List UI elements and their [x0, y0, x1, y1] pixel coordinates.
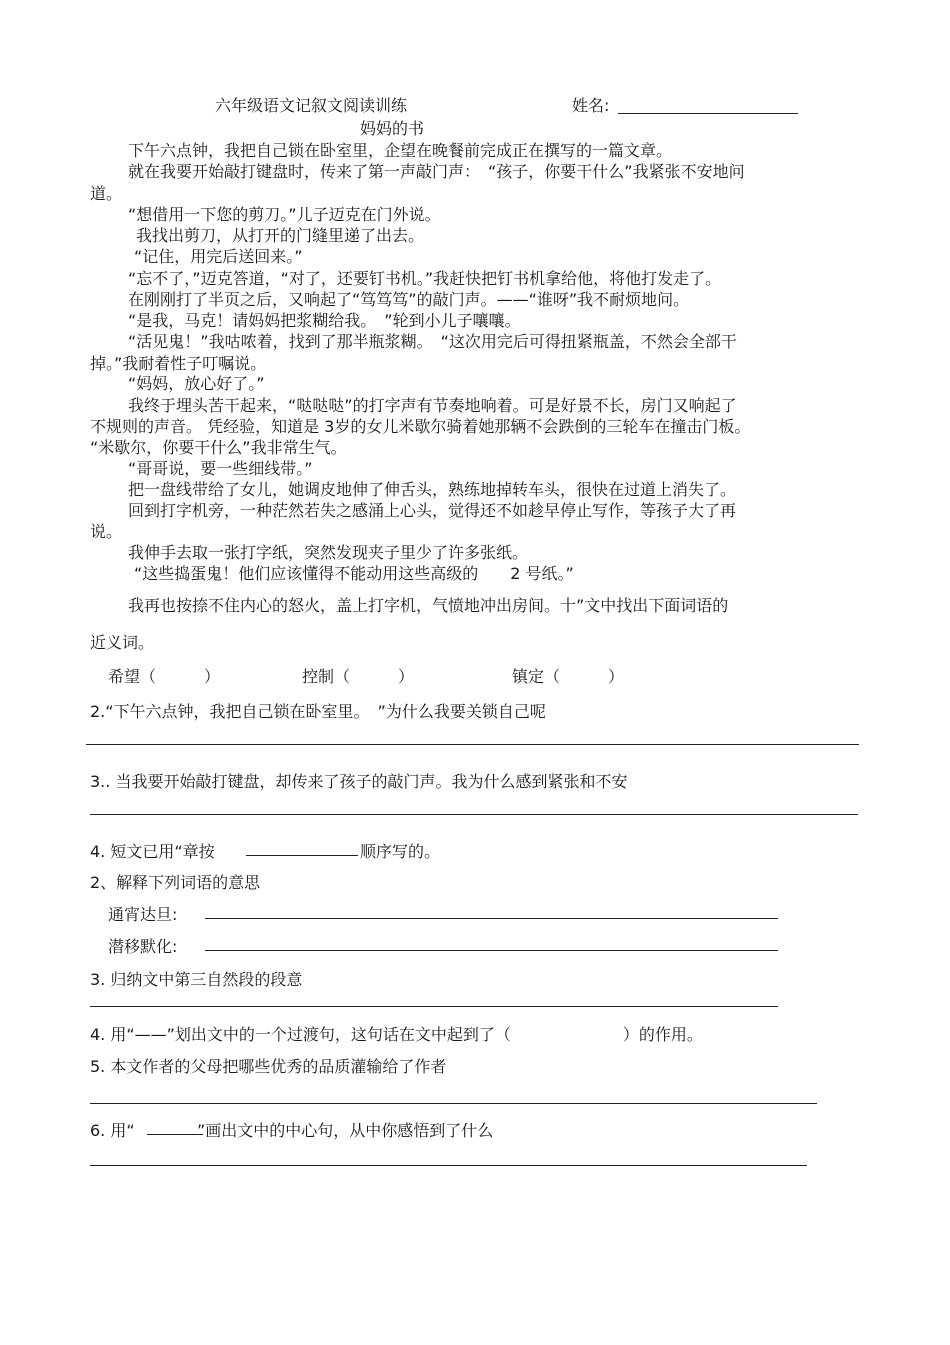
question-4-prefix: 4. 短文已用“章按	[90, 842, 215, 861]
question-3: 3.. 当我要开始敲打键盘，却传来了孩子的敲门声。我为什么感到紧张和不安	[90, 772, 628, 791]
answer-line-q3[interactable]	[90, 814, 858, 815]
synonym-xiwang[interactable]: 希望（ ）	[108, 667, 221, 686]
synonym-zhending[interactable]: 镇定（ ）	[512, 667, 625, 686]
section-2-heading: 2、解释下列词语的意思	[90, 873, 261, 892]
name-field[interactable]	[618, 113, 798, 114]
passage-line: 我伸手去取一张打字纸，突然发现夹子里少了许多张纸。	[128, 543, 529, 562]
passage-line: “记住，用完后送回来。”	[134, 247, 303, 266]
passage-line: “妈妈，放心好了。”	[128, 374, 265, 393]
word-qianyimohua: 潜移默化:	[108, 937, 178, 956]
passage-line: “活见鬼！”我咕哝着，找到了那半瓶浆糊。 “这次用完后可得扭紧瓶盖，不然会全部干	[128, 332, 737, 351]
passage-line: 把一盘线带给了女儿，她调皮地伸了伸舌头，熟练地掉转车头，很快在过道上消失了。	[128, 480, 737, 499]
passage-line: 道。	[90, 184, 123, 203]
question-6-prefix: 6. 用“	[90, 1121, 135, 1140]
question-4-suffix: 顺序写的。	[360, 842, 441, 861]
passage-line: 说。	[90, 522, 123, 541]
name-label: 姓名:	[572, 96, 610, 115]
passage-line: 回到打字机旁，一种茫然若失之感涌上心头，觉得还不如趁早停止写作，等孩子大了再	[128, 501, 737, 520]
question-4c: 4. 用“——”划出文中的一个过渡句，这句话在文中起到了（ ）的作用。	[90, 1025, 703, 1044]
question-5: 5. 本文作者的父母把哪些优秀的品质灌输给了作者	[90, 1057, 447, 1076]
question-6-suffix: ”画出文中的中心句，从中你感悟到了什么	[197, 1121, 494, 1140]
page-title: 六年级语文记叙文阅读训练	[215, 96, 408, 115]
synonym-kongzhi[interactable]: 控制（ ）	[302, 667, 415, 686]
answer-line-w2[interactable]	[205, 950, 778, 951]
passage-line: 就在我要开始敲打键盘时，传来了第一声敲门声： “孩子，你要干什么”我紧张不安地问	[128, 162, 745, 181]
passage-line: 不规则的声音。 凭经验，知道是 3岁的女儿米歇尔骑着她那辆不会跌倒的三轮车在撞击门板。	[90, 417, 751, 436]
answer-line-q3b[interactable]	[90, 1006, 778, 1007]
passage-line: 我终于埋头苦干起来，“哒哒哒”的打字声有节奏地响着。可是好景不长，房门又响起了	[128, 396, 737, 415]
question-2: 2.“下午六点钟，我把自己锁在卧室里。 ”为什么我要关锁自己呢	[90, 702, 546, 721]
passage-line: 近义词。	[90, 633, 155, 652]
passage-line: “是我，马克！请妈妈把浆糊给我。 ”轮到小儿子嚷嚷。	[128, 311, 521, 330]
passage-line: 我找出剪刀，从打开的门缝里递了出去。	[136, 226, 425, 245]
passage-line: 掉。”我耐着性子叮嘱说。	[90, 354, 267, 373]
passage-line: 下午六点钟，我把自己锁在卧室里，企望在晚餐前完成正在撰写的一篇文章。	[128, 141, 673, 160]
passage-line: 我再也按捺不住内心的怒火，盖上打字机，气愤地冲出房间。十”文中找出下面词语的	[128, 596, 729, 615]
passage-line: “忘不了，”迈克答道，“对了，还要钉书机。”我赶快把钉书机拿给他，将他打发走了。	[128, 269, 722, 288]
word-tongxiaodadan: 通宵达旦:	[108, 905, 178, 924]
question-3b: 3. 归纳文中第三自然段的段意	[90, 970, 303, 989]
answer-line-q6[interactable]	[90, 1165, 807, 1166]
passage-line: “想借用一下您的剪刀。”儿子迈克在门外说。	[128, 205, 441, 224]
passage-line: “米歇尔，你要干什么”我非常生气。	[90, 438, 347, 457]
answer-line-q2[interactable]	[86, 744, 859, 745]
passage-line: “哥哥说，要一些细线带。”	[128, 459, 313, 478]
underline-sample	[147, 1134, 203, 1135]
story-title: 妈妈的书	[360, 119, 425, 138]
answer-blank-q4[interactable]	[246, 855, 358, 856]
passage-line: 在刚刚打了半页之后，又响起了“笃笃笃”的敲门声。——“谁呀”我不耐烦地问。	[128, 290, 690, 309]
answer-line-q5[interactable]	[90, 1103, 817, 1104]
passage-line: “这些捣蛋鬼！他们应该懂得不能动用这些高级的 2 号纸。”	[134, 564, 574, 583]
answer-line-w1[interactable]	[205, 918, 778, 919]
